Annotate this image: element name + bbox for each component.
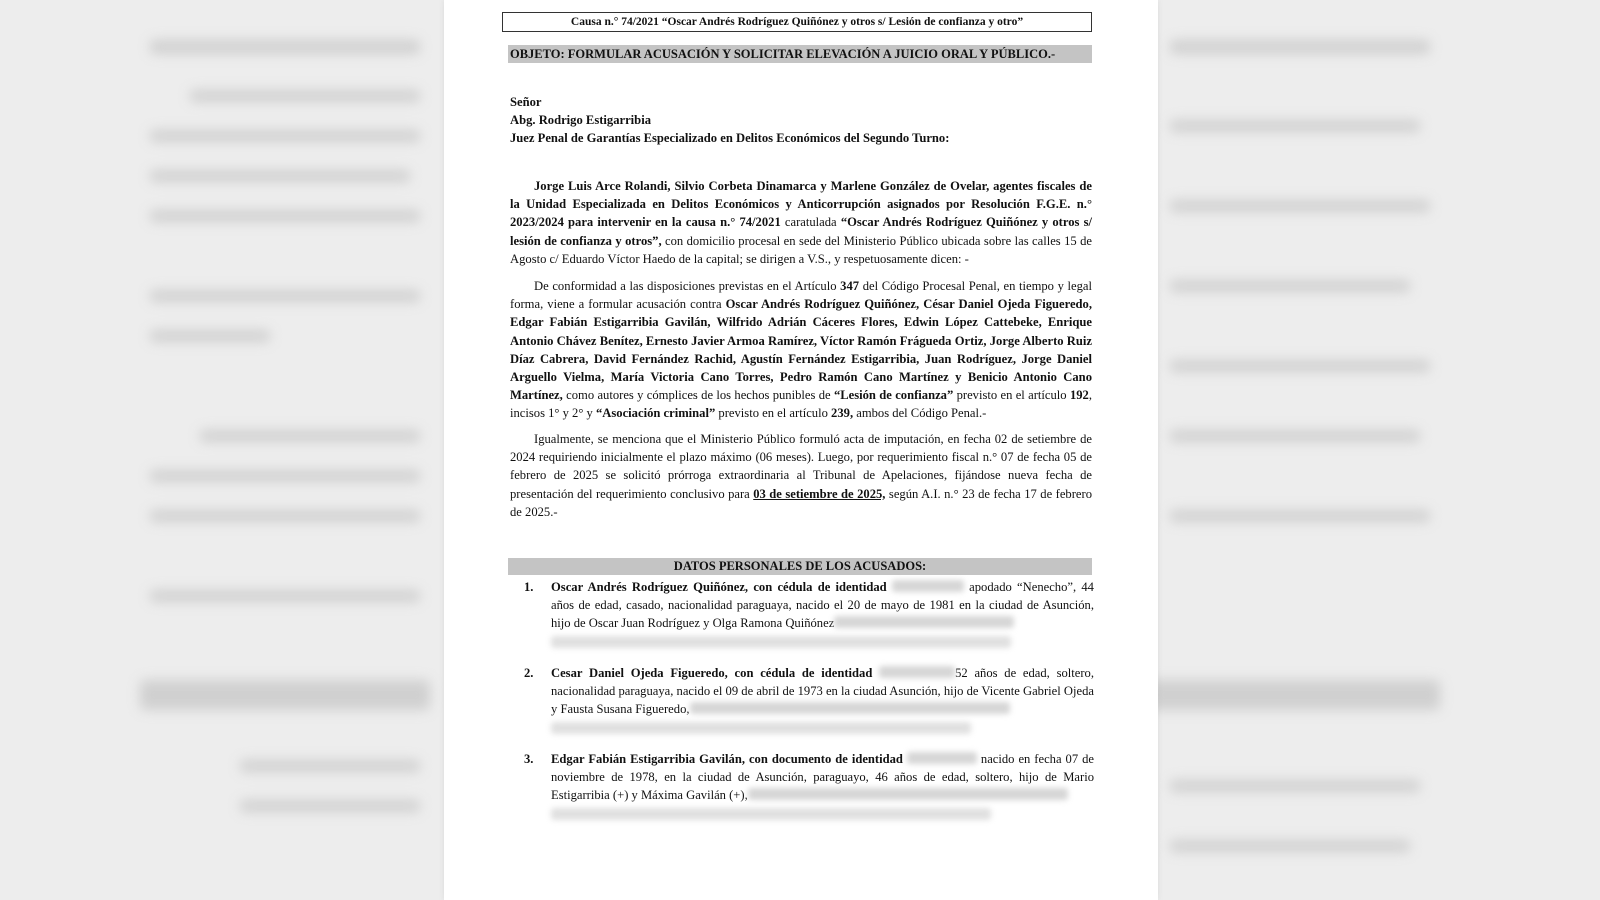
accused-number: 2. [524, 666, 534, 680]
accused-item [524, 578, 1094, 648]
redacted-id [892, 580, 964, 592]
accused-details: 52 años de edad, soltero, nacionalidad paraguaya, nacido el 09 de abril de 1973 en la ciudad Asunción, hijo de Vicente Gabriel Ojeda y Fausta Susana Figueredo, [551, 666, 1094, 717]
caratulada-label: caratulada [780, 215, 841, 230]
accused-list: Oscar Andrés Rodríguez Quiñónez, César Daniel Ojeda Figueredo, Edgar Fabián Estigarribia Gavilán, Wilfrido Adrián Cáceres Flores, Edwin López Cattebeke, Enrique Antonio Chávez Benítez, Ernesto Javier Armoa Ramírez, Víctor Ramón Frágueda Ortiz, Jorge Alberto Ruiz Díaz Cabrera, David Fernández Rachid, Agustín Fernández Estigarribia, Juan Rodríguez, Jorge Daniel Arguello Vielma, María Victoria Cano Torres, Pedro Ramón Cano Martínez y Benicio Antonio Cano Martínez, [510, 297, 1092, 403]
acusacion-text-2: del Código Procesal Penal, en tiempo y legal forma, viene a formular acusación contra [510, 279, 1093, 312]
addressee-name: Abg. Rodrigo Estigarribia [510, 113, 651, 127]
caratula-text: “Oscar Andrés Rodríguez Quiñónez y otros s/ lesión de confianza y otros”, [510, 215, 1092, 248]
accused-name: Oscar Andrés Rodríguez Quiñónez, con cédula de identidad [551, 580, 887, 594]
redacted-line [551, 808, 991, 820]
redacted-line [551, 636, 1011, 648]
section-title: DATOS PERSONALES DE LOS ACUSADOS: [508, 558, 1092, 575]
crime-lesion-confianza: “Lesión de confianza” [833, 388, 954, 403]
crime-asociacion-criminal: “Asociación criminal” [596, 406, 716, 421]
accused-details: nacido en fecha 07 de noviembre de 1978, en la ciudad de Asunción, paraguayo, 46 años de edad, soltero, hijo de Mario Estigarribia (+) y Máxima Gavilán (+), [551, 752, 1094, 803]
fiscales-text: Jorge Luis Arce Rolandi, Silvio Corbeta Dinamarca y Marlene González de Ovelar, agentes fiscales de la Unidad Especializada en Delitos Económicos y Anticorrupción asignados por Resolución F.G.E. n.° 2023/2024 para intervenir en la causa n.° 74/2021 [510, 179, 1092, 230]
acusacion-text-7: ambos del Código Penal.- [853, 406, 987, 421]
paragraph-plazos [510, 430, 1092, 521]
acusacion-text-1: De conformidad a las disposiciones previstas en el Artículo [534, 279, 841, 293]
addressee-title: Juez Penal de Garantías Especializado en Delitos Económicos del Segundo Turno: [510, 131, 950, 145]
accused-details: apodado “Nenecho”, 44 años de edad, casado, nacionalidad paraguaya, nacido el 20 de mayo de 1981 en la ciudad de Asunción, hijo de Oscar Juan Rodríguez y Olga Ramona Quiñónez [551, 580, 1094, 631]
accused-item [524, 750, 1094, 820]
redacted-info [690, 702, 1010, 714]
article-192: 192 [1069, 388, 1089, 403]
accused-item [524, 664, 1094, 734]
acusacion-text-6: previsto en el artículo [715, 406, 832, 421]
redacted-id [907, 752, 977, 764]
case-header: Causa n.° 74/2021 “Oscar Andrés Rodríguez Quiñónez y otros s/ Lesión de confianza y otro” [502, 12, 1092, 32]
paragraph-acusacion [510, 277, 1092, 423]
article-239: 239, [831, 406, 854, 421]
deadline-date: 03 de setiembre de 2025, [753, 486, 886, 501]
intro-rest: con domicilio procesal en sede del Ministerio Público ubicada sobre las calles 15 de Agosto c/ Eduardo Víctor Haedo de la capital; se dirigen a V.S., y respetuosamente dicen: - [510, 233, 1092, 266]
redacted-info [748, 788, 1068, 800]
redacted-id [879, 666, 955, 678]
acusacion-text-4: previsto en el artículo [953, 388, 1070, 403]
paragraph-intro [510, 177, 1092, 268]
redacted-info [834, 616, 1014, 628]
accused-name: Edgar Fabián Estigarribia Gavilán, con documento de identidad [551, 752, 903, 766]
plazos-text-1: Igualmente, se menciona que el Ministerio Público formuló acta de imputación, en fecha 02 de setiembre de 2024 requiriendo inicialmente el plazo máximo (06 meses). Luego, por requerimiento fiscal n.° 07 de fecha 05 de febrero de 2025 se solicitó prórroga extraordinaria al Tribunal de Apelaciones, fijándose nueva fecha de presentación del requerimiento conclusivo para [510, 432, 1092, 501]
article-347: 347 [840, 279, 860, 293]
document-page [444, 0, 1158, 900]
objeto-bar: OBJETO: FORMULAR ACUSACIÓN Y SOLICITAR ELEVACIÓN A JUICIO ORAL Y PÚBLICO.- [508, 45, 1092, 63]
accused-number: 3. [524, 752, 534, 766]
redacted-line [551, 722, 971, 734]
plazos-text-2: según A.I. n.° 23 de fecha 17 de febrero de 2025.- [510, 486, 1092, 519]
accused-name: Cesar Daniel Ojeda Figueredo, con cédula de identidad [551, 666, 873, 680]
addressee-block [510, 93, 1090, 147]
acusacion-text-5: , incisos 1° y 2° y [510, 388, 1092, 421]
addressee-salutation: Señor [510, 95, 542, 109]
acusacion-text-3: como autores y cómplices de los hechos punibles de [562, 388, 834, 403]
accused-number: 1. [524, 580, 534, 594]
